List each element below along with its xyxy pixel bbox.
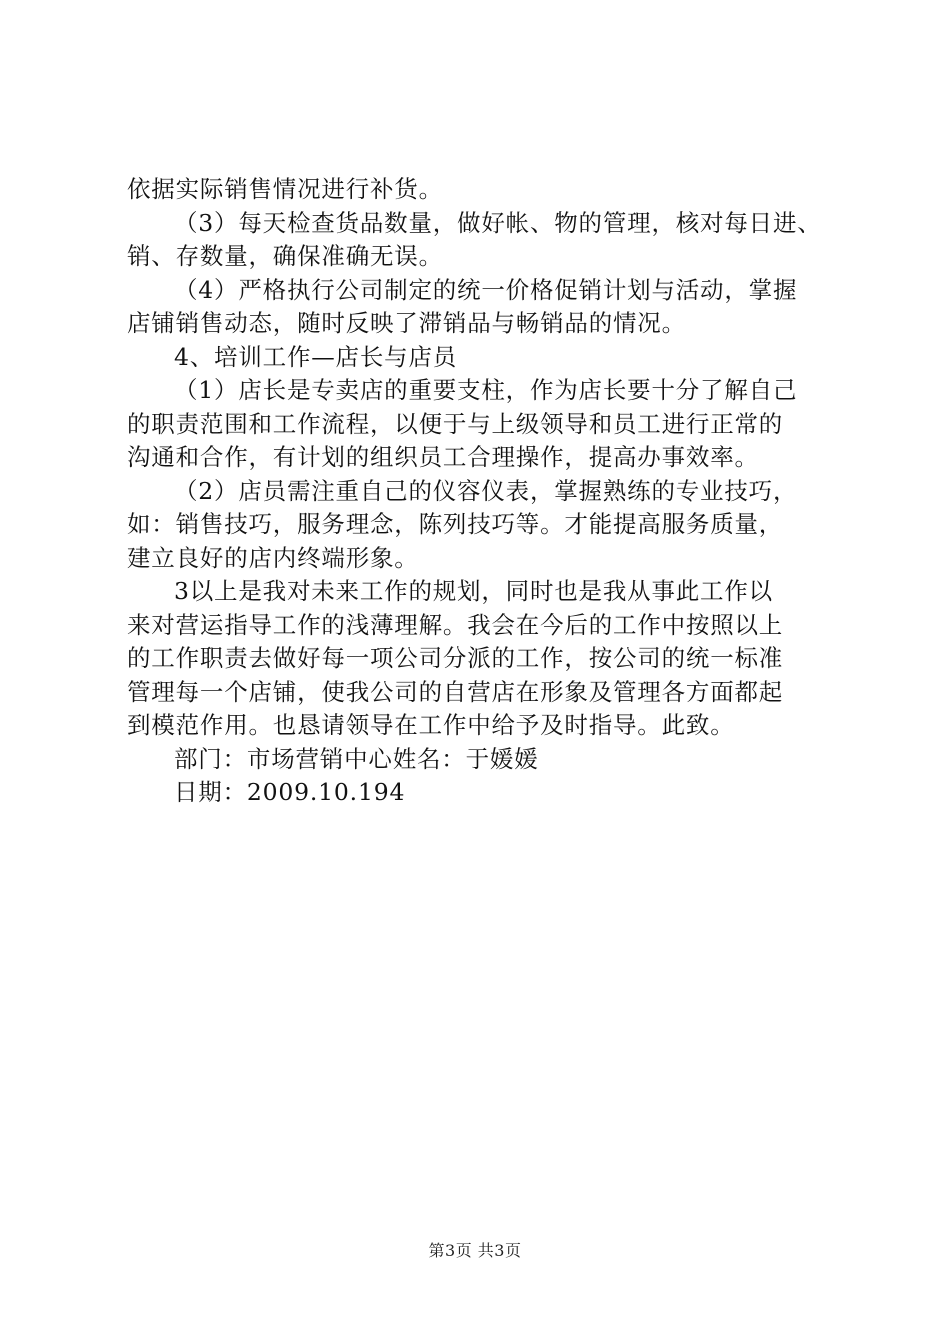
text-line: 3以上是我对未来工作的规划，同时也是我从事此工作以: [174, 577, 773, 605]
page-footer: 第3页 共3页: [428, 1241, 522, 1260]
section-heading: 4、培训工作—店长与店员: [174, 342, 458, 371]
text-line: 依据实际销售情况进行补货。: [127, 175, 443, 203]
text-line: 店铺销售动态，随时反映了滞销品与畅销品的情况。: [127, 309, 686, 337]
body-text: [127, 173, 862, 810]
text-line: 沟通和合作，有计划的组织员工合理操作，提高办事效率。: [127, 443, 759, 471]
text-line: （3）每天检查货品数量，做好帐、物的管理，核对每日进、: [174, 208, 822, 237]
date-line: 日期：2009.10.194: [174, 778, 406, 806]
text-line: 来对营运指导工作的浅薄理解。我会在今后的工作中按照以上: [127, 610, 784, 639]
text-line: 如：销售技巧，服务理念，陈列技巧等。才能提高服务质量，: [127, 510, 784, 538]
text-line: 的工作职责去做好每一项公司分派的工作，按公司的统一标准: [127, 644, 784, 672]
text-line: （2）店员需注重自己的仪容仪表，掌握熟练的专业技巧，: [174, 476, 798, 505]
department-name-line: 部门：市场营销中心姓名：于媛媛: [174, 744, 539, 773]
text-line: 的职责范围和工作流程，以便于与上级领导和员工进行正常的: [127, 409, 784, 438]
text-line: 销、存数量，确保准确无误。: [127, 242, 443, 270]
text-line: （1）店长是专卖店的重要支柱，作为店长要十分了解自己: [174, 376, 798, 404]
text-line: （4）严格执行公司制定的统一价格促销计划与活动，掌握: [174, 275, 798, 304]
text-line: 建立良好的店内终端形象。: [127, 543, 419, 572]
text-line: 到模范作用。也恳请领导在工作中给予及时指导。此致。: [127, 711, 735, 739]
text-line: 管理每一个店铺，使我公司的自营店在形象及管理各方面都起: [127, 677, 784, 706]
